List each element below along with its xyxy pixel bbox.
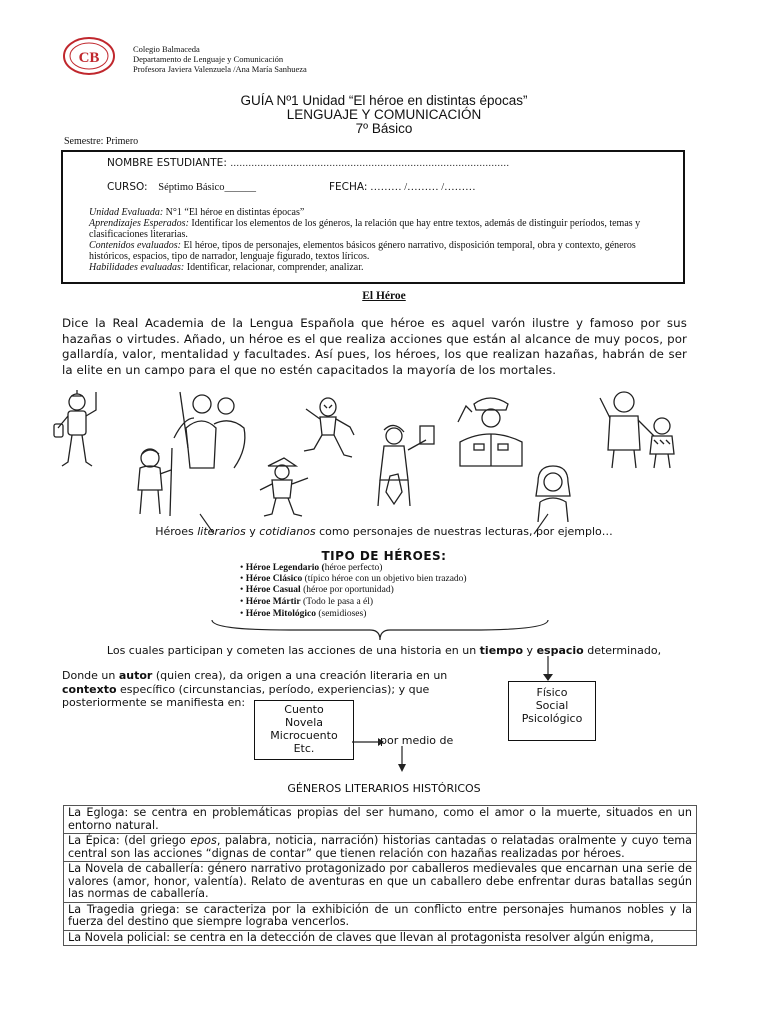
family-heroes-illustration bbox=[598, 388, 688, 470]
hero-type-item: • Héroe Clásico (típico héroe con un objetivo bien trazado) bbox=[240, 574, 467, 584]
teacher-names: Profesora Javiera Valenzuela /Ana María Sanhueza bbox=[133, 64, 307, 74]
hero-type-item: • Héroe Mártir (Todo le pasa a él) bbox=[240, 597, 374, 607]
skills-label: Habilidades evaluadas: bbox=[89, 262, 185, 273]
school-logo bbox=[62, 36, 116, 76]
evaluation-details bbox=[89, 207, 679, 273]
hero-types-title: TIPO DE HÉROES: bbox=[321, 549, 447, 563]
hero-type-item: • Héroe Legendario (héroe perfecto) bbox=[240, 563, 383, 573]
spiderman-illustration bbox=[300, 395, 356, 461]
logo-monogram: CB bbox=[78, 50, 100, 66]
unit-value: N°1 “El héroe en distintas épocas” bbox=[163, 207, 305, 218]
skills-row bbox=[89, 262, 679, 273]
skills-value: Identificar, relacionar, comprender, analizar. bbox=[184, 262, 364, 273]
learning-value: Identificar los elementos de los géneros, la relación que hay entre textos, además de distinguir períodos, temas y clasificaciones literarias. bbox=[89, 218, 641, 240]
genres-table bbox=[63, 805, 697, 946]
unit-label: Unidad Evaluada: bbox=[89, 207, 164, 218]
top-bracket-arrows bbox=[184, 508, 564, 540]
course-row bbox=[107, 182, 256, 193]
course-field[interactable]: Séptimo Básico______ bbox=[158, 182, 256, 193]
hero-type-item: • Héroe Casual (héroe por oportunidad) bbox=[240, 585, 394, 595]
caption-cotidianos: cotidianos bbox=[259, 525, 316, 538]
table-row bbox=[64, 902, 697, 930]
genre-novela-policial: La Novela policial: se centra en la detección de claves que llevan al protagonista resolver algún enigma, bbox=[64, 930, 697, 946]
arrow-to-space-box bbox=[542, 656, 554, 682]
course-label: CURSO: bbox=[107, 181, 148, 193]
contents-row bbox=[89, 240, 679, 262]
semester-label: Semestre: Primero bbox=[64, 136, 139, 147]
participants-sentence: Los cuales participan y cometen las acciones de una historia en un tiempo y espacio determinado, bbox=[106, 644, 662, 657]
warrior-woman-illustration bbox=[368, 420, 440, 512]
school-name: Colegio Balmaceda bbox=[133, 44, 200, 54]
caption-post: como personajes de nuestras lecturas, por ejemplo… bbox=[315, 525, 613, 538]
legendary-heroes-illustration bbox=[168, 388, 252, 474]
student-name-field[interactable]: ………………………………………………………………………………… bbox=[230, 159, 510, 169]
author-paragraph: Donde un autor (quien crea), da origen a una creación literaria en un contexto específico (circunstancias, período, experiencias); y que posteriormente se manifiesta en: bbox=[62, 669, 448, 709]
student-info-box bbox=[61, 150, 685, 284]
unit-row bbox=[89, 207, 679, 218]
space-psicologico: Psicológico bbox=[521, 712, 583, 725]
caption-pre: Héroes bbox=[155, 525, 198, 538]
student-name-label: NOMBRE ESTUDIANTE: bbox=[107, 157, 227, 169]
hero-type-item: • Héroe Mitológico (semidioses) bbox=[240, 609, 367, 619]
space-types-box bbox=[508, 681, 596, 741]
table-row bbox=[64, 862, 697, 903]
subject-title: LENGUAJE Y COMUNICACIÓN bbox=[286, 107, 482, 122]
grade-title: 7º Básico bbox=[355, 121, 413, 136]
soldier-illustration bbox=[452, 392, 528, 468]
table-row bbox=[64, 930, 697, 946]
by-means-of-label: por medio de bbox=[380, 734, 454, 747]
genres-title: GÉNEROS LITERARIOS HISTÓRICOS bbox=[287, 782, 481, 795]
literary-works-box bbox=[254, 700, 354, 760]
learning-row bbox=[89, 218, 679, 240]
work-microcuento: Microcuento bbox=[270, 729, 338, 742]
guide-title: GUÍA Nº1 Unidad “El héroe en distintas épocas” bbox=[240, 93, 528, 108]
date-label: FECHA: bbox=[329, 181, 368, 193]
work-cuento: Cuento bbox=[284, 703, 324, 716]
work-etc: Etc. bbox=[293, 742, 315, 755]
student-name-row[interactable] bbox=[107, 158, 509, 170]
table-row bbox=[64, 834, 697, 862]
work-novela: Novela bbox=[284, 716, 324, 729]
curly-brace bbox=[210, 618, 550, 642]
section-title-heroe: El Héroe bbox=[362, 290, 406, 302]
space-social: Social bbox=[535, 699, 569, 712]
genre-novela-caballeria: La Novela de caballería: género narrativo protagonizado por caballeros medievales que encarnan una serie de valores (amor, honor, valentía). Relato de aventuras en que un caballero debe enfrentar duras batallas según las normas de caballería. bbox=[64, 862, 697, 903]
date-row bbox=[329, 182, 476, 193]
genre-tragedia-griega: La Tragedia griega: se caracteriza por la exhibición de un conflicto entre personajes humanos nobles y la fuerza del destino que siempre lograba vencerlos. bbox=[64, 902, 697, 930]
department-name: Departamento de Lenguaje y Comunicación bbox=[133, 54, 284, 64]
space-fisico: Físico bbox=[536, 686, 568, 699]
date-field[interactable]: ……… /……… /……… bbox=[370, 182, 476, 193]
contents-value: El héroe, tipos de personajes, elementos básicos género narrativo, disposición temporal, obra y contexto, géneros históricos, espacios, tipo de narrador, lenguaje figurado, textos líricos. bbox=[89, 240, 636, 262]
contents-label: Contenidos evaluados: bbox=[89, 240, 181, 251]
caption-mid: y bbox=[245, 525, 260, 538]
genre-egloga: La Egloga: se centra en problemáticas propias del ser humano, como el amor o la muerte, situados en un entorno natural. bbox=[64, 806, 697, 834]
knight-illustration bbox=[52, 388, 102, 470]
intro-paragraph: Dice la Real Academia de la Lengua Española que héroe es aquel varón ilustre y famoso por sus hazañas o virtudes. Añado, un héroe es el que realiza acciones que están al alcance de muy pocos, por gallardía, valor, mentalidad y facultades. Así pues, los héroes, los que realizan hazañas, habrán de ser la elite en un campo para el que no estén capacitados la mayoría de los mortales. bbox=[62, 316, 687, 377]
table-row bbox=[64, 806, 697, 834]
learning-label: Aprendizajes Esperados: bbox=[89, 218, 189, 229]
genre-epica: La Épica: (del griego epos, palabra, noticia, narración) historias cantadas o relatadas oralmente y cuyo tema central son las acciones “dignas de contar” que tienen relación con hazañas realizadas por héroes. bbox=[64, 834, 697, 862]
caption-literarios: literarios bbox=[197, 525, 246, 538]
